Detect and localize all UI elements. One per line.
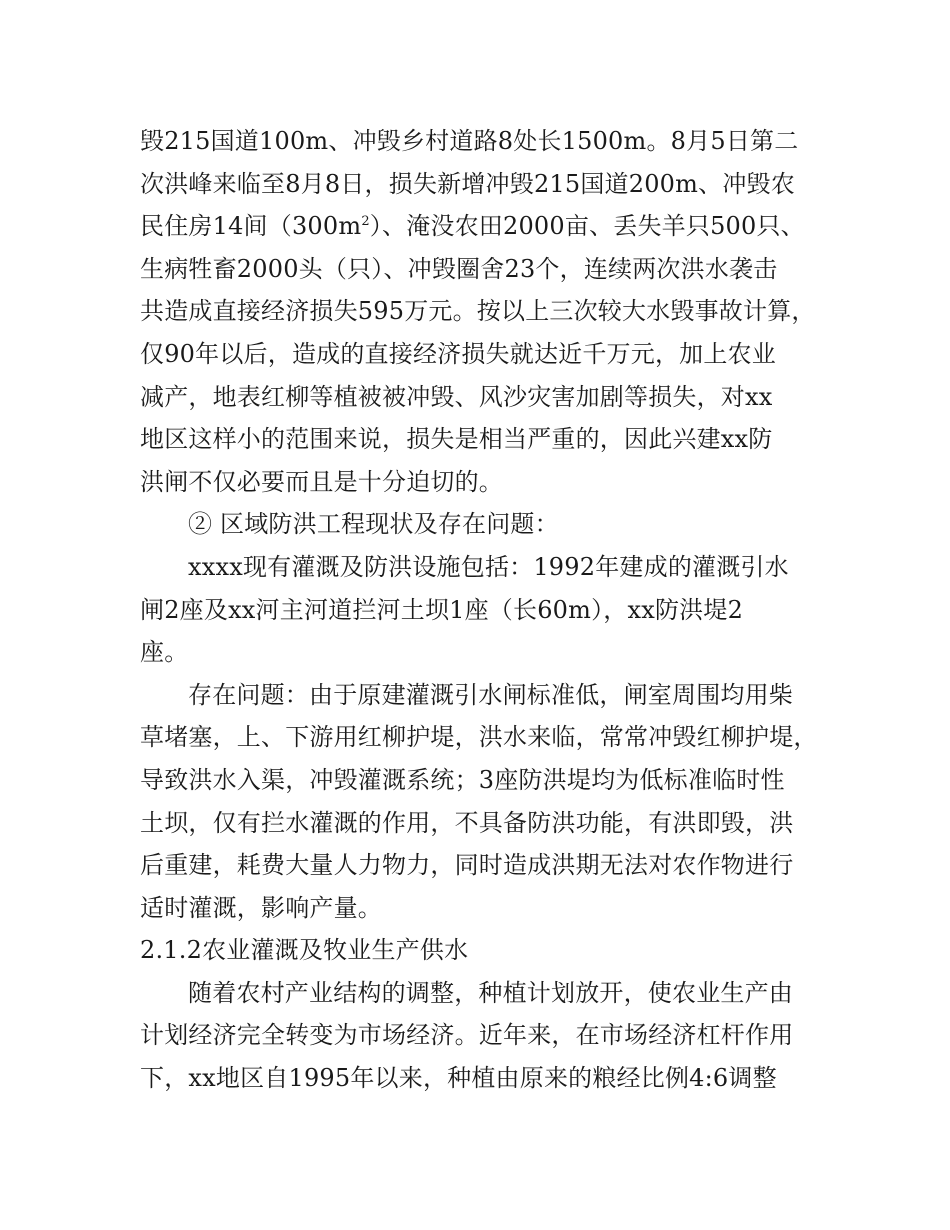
text-line: 草堵塞，上、下游用红柳护堤，洪水来临，常常冲毁红柳护堤， (140, 723, 818, 752)
text-segment: ）、淹没农田2000亩、丢失羊只500只、 (369, 212, 805, 241)
text-line: 共造成直接经济损失595万元。按以上三次较大水毁事故计算， (140, 297, 816, 326)
text-line: 次洪峰来临至8月8日，损失新增冲毁215国道200m、冲毁农 (140, 169, 795, 198)
text-line: 座。 (140, 638, 189, 667)
document-page (140, 120, 830, 1100)
text-segment: 民住房14间（300m (140, 212, 362, 241)
section-heading: 2.1.2农业灌溉及牧业生产供水 (140, 936, 469, 965)
text-line: 地区这样小的范围来说，损失是相当严重的，因此兴建xx防 (140, 425, 773, 454)
text-line: 毁215国道100m、冲毁乡村道路8处长1500m。8月5日第二 (140, 127, 799, 155)
text-line: 存在问题：由于原建灌溉引水闸标准低，闸室周围均用柴 (188, 680, 793, 709)
text-line: 适时灌溉，影响产量。 (140, 893, 382, 922)
superscript: 2 (361, 214, 370, 230)
text-line: 计划经济完全转变为市场经济。近年来，在市场经济杠杆作用 (140, 1021, 794, 1050)
text-line: xxxx现有灌溉及防洪设施包括：1992年建成的灌溉引水 (188, 552, 789, 581)
list-item-heading: ② 区域防洪工程现状及存在问题： (188, 510, 559, 539)
text-line: 闸2座及xx河主河道拦河土坝1座（长60m），xx防洪堤2 (140, 595, 744, 624)
text-line: 随着农村产业结构的调整，种植计划放开，使农业生产由 (188, 978, 793, 1007)
text-line: 导致洪水入渠，冲毁灌溉系统；3座防洪堤均为低标准临时性 (140, 765, 785, 794)
text-line: 下，xx地区自1995年以来，种植由原来的粮经比例4:6调整 (140, 1064, 777, 1093)
text-line: 生病牲畜2000头（只）、冲毁圈舍23个，连续两次洪水袭击 (140, 254, 778, 283)
text-line: 土坝，仅有拦水灌溉的作用，不具备防洪功能，有洪即毁，洪 (140, 808, 794, 837)
text-line (140, 205, 830, 248)
text-line: 后重建，耗费大量人力物力，同时造成洪期无法对农作物进行 (140, 851, 794, 880)
text-line: 仅90年以后，造成的直接经济损失就达近千万元，加上农业 (140, 339, 776, 368)
text-line: 减产，地表红柳等植被被冲毁、风沙灾害加剧等损失，对xx (140, 382, 773, 411)
text-line: 洪闸不仅必要而且是十分迫切的。 (140, 467, 503, 496)
